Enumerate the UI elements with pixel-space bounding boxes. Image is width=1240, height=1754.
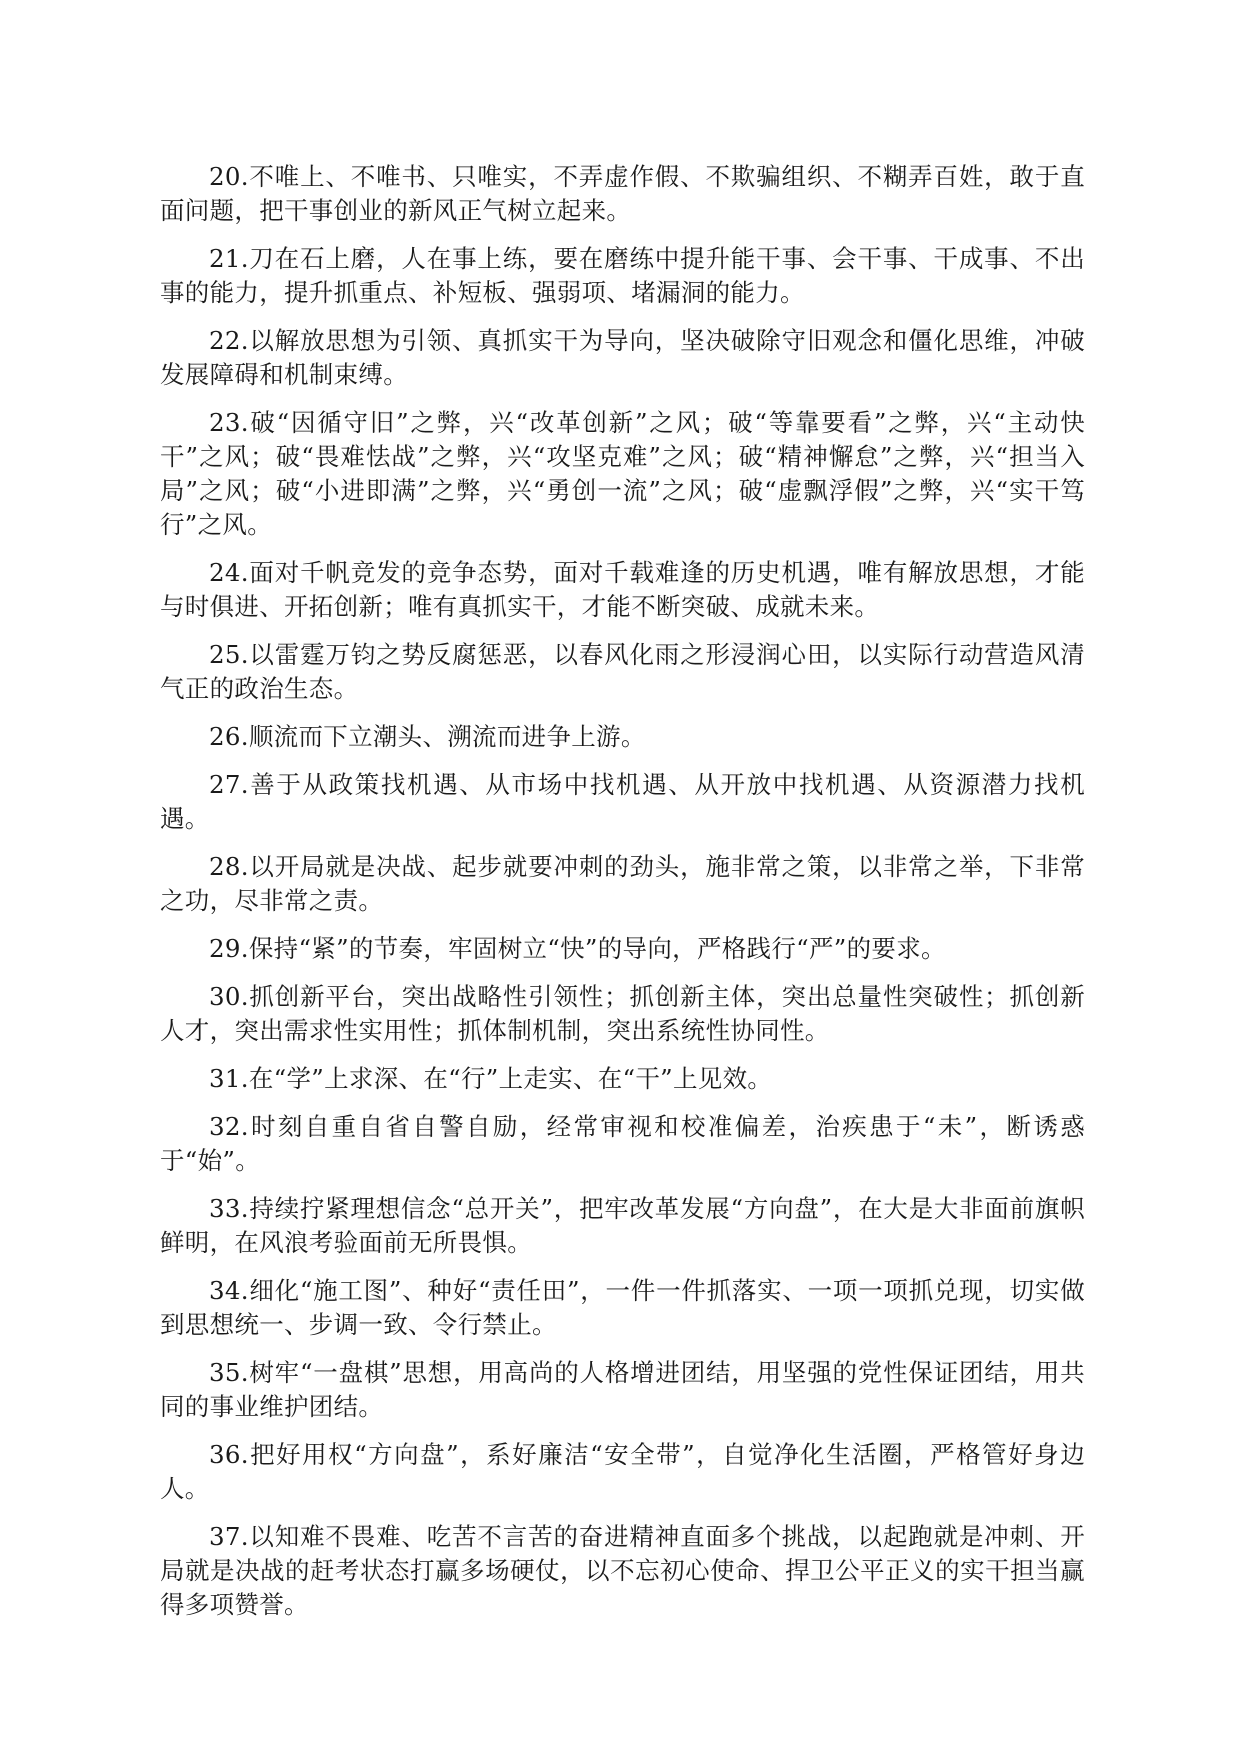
paragraph-24: 24.面对千帆竞发的竞争态势，面对千载难逢的历史机遇，唯有解放思想，才能与时俱进、开拓创新；唯有真抓实干，才能不断突破、成就未来。 [160, 558, 1085, 621]
paragraph-25: 25.以雷霆万钧之势反腐惩恶，以春风化雨之形浸润心田，以实际行动营造风清气正的政治生态。 [160, 640, 1085, 703]
paragraph-27: 27.善于从政策找机遇、从市场中找机遇、从开放中找机遇、从资源潜力找机遇。 [160, 770, 1085, 833]
paragraph-37: 37.以知难不畏难、吃苦不言苦的奋进精神直面多个挑战，以起跑就是冲刺、开局就是决战的赶考状态打赢多场硬仗，以不忘初心使命、捍卫公平正义的实干担当赢得多项赞誉。 [160, 1522, 1085, 1619]
paragraph-36: 36.把好用权“方向盘”，系好廉洁“安全带”，自觉净化生活圈，严格管好身边人。 [160, 1440, 1085, 1503]
paragraph-22: 22.以解放思想为引领、真抓实干为导向，坚决破除守旧观念和僵化思维，冲破发展障碍和机制束缚。 [160, 326, 1085, 389]
paragraph-29: 29.保持“紧”的节奏，牢固树立“快”的导向，严格践行“严”的要求。 [209, 934, 946, 963]
paragraph-30: 30.抓创新平台，突出战略性引领性；抓创新主体，突出总量性突破性；抓创新人才，突出需求性实用性；抓体制机制，突出系统性协同性。 [160, 982, 1085, 1045]
paragraph-26: 26.顺流而下立潮头、溯流而进争上游。 [209, 722, 646, 751]
paragraph-35: 35.树牢“一盘棋”思想，用高尚的人格增进团结，用坚强的党性保证团结，用共同的事业维护团结。 [160, 1358, 1085, 1421]
paragraph-33: 33.持续拧紧理想信念“总开关”，把牢改革发展“方向盘”，在大是大非面前旗帜鲜明，在风浪考验面前无所畏惧。 [160, 1194, 1085, 1257]
paragraph-34: 34.细化“施工图”、种好“责任田”，一件一件抓落实、一项一项抓兑现，切实做到思想统一、步调一致、令行禁止。 [160, 1276, 1085, 1339]
paragraph-20: 20.不唯上、不唯书、只唯实，不弄虚作假、不欺骗组织、不糊弄百姓，敢于直面问题，把干事创业的新风正气树立起来。 [160, 162, 1085, 225]
paragraph-23: 23.破“因循守旧”之弊，兴“改革创新”之风；破“等靠要看”之弊，兴“主动快干”之风；破“畏难怯战”之弊，兴“攻坚克难”之风；破“精神懈怠”之弊，兴“担当入局”之风；破“小进即满”之弊，兴“勇创一流”之风；破“虚飘浮假”之弊，兴“实干笃行”之风。 [160, 408, 1085, 539]
paragraph-31: 31.在“学”上求深、在“行”上走实、在“干”上见效。 [209, 1064, 773, 1093]
paragraph-32: 32.时刻自重自省自警自励，经常审视和校准偏差，治疾患于“未”，断诱惑于“始”。 [160, 1112, 1085, 1175]
document-page [160, 160, 1085, 1636]
paragraph-21: 21.刀在石上磨，人在事上练，要在磨练中提升能干事、会干事、干成事、不出事的能力，提升抓重点、补短板、强弱项、堵漏洞的能力。 [160, 244, 1085, 307]
paragraph-28: 28.以开局就是决战、起步就要冲刺的劲头，施非常之策，以非常之举，下非常之功，尽非常之责。 [160, 852, 1085, 915]
